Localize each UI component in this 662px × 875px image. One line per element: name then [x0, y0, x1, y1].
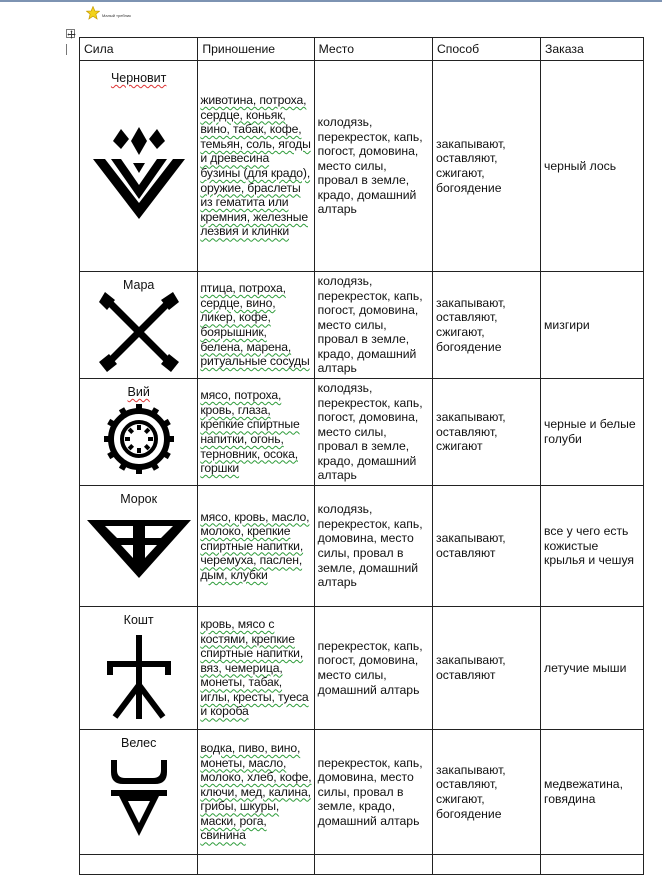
- method-cell: закапывают, оставляют: [432, 607, 540, 730]
- chernovit-symbol-icon: [93, 123, 185, 223]
- table-header-row: [80, 38, 644, 61]
- viy-symbol-icon: [103, 403, 175, 475]
- place-cell: перекресток, капь, погост, домовина, место силы, домашний алтарь: [314, 607, 432, 730]
- force-name: Черновит: [110, 71, 167, 85]
- table-row: [80, 730, 644, 855]
- method-cell: закапывают, оставляют, сжигают: [432, 379, 540, 486]
- force-cell: [80, 486, 198, 607]
- column-header-place: Место: [314, 38, 432, 61]
- force-name: Морок: [120, 492, 158, 506]
- offering-cell: [198, 855, 314, 875]
- place-cell: колодязь, перекресток, капь, погост, домовина, место силы, провал в земле, крадо, домашний алтарь: [314, 272, 432, 379]
- morok-symbol-icon: [87, 520, 191, 580]
- offering-cell: птица, потроха, сердце, вино, ликер, кофе, боярышник, белена, марена, ритуальные сосуды: [198, 272, 314, 379]
- force-cell: [80, 730, 198, 855]
- force-name: Велес: [120, 736, 157, 750]
- mara-symbol-icon: [99, 292, 179, 372]
- force-cell: [80, 855, 198, 875]
- order-cell: черные и белые голуби: [541, 379, 644, 486]
- offering-cell: животина, потроха, сердце, коньяк, вино, табак, кофе, темьян, соль, ягоды и древесина бузины (для крадо), оружие, браслеты из гематита или кремния, железные лезвия и клинки: [198, 61, 314, 272]
- method-cell: закапывают, оставляют, сжигают, богоядение: [432, 730, 540, 855]
- text-cursor: [66, 44, 67, 55]
- table-row: [80, 272, 644, 379]
- order-cell: медвежатина, говядина: [541, 730, 644, 855]
- table-row: [80, 607, 644, 730]
- method-cell: закапывают, оставляют: [432, 486, 540, 607]
- star-icon: [86, 6, 100, 20]
- force-name: Вий: [127, 385, 150, 399]
- place-cell: колодязь, перекресток, капь, домовина, место силы, провал в земле, домашний алтарь: [314, 486, 432, 607]
- top-border-line: [0, 0, 662, 2]
- offering-cell: мясо, кровь, масло, молоко, крепкие спиртные напитки, черемуха, паслен, дым, клубки: [198, 486, 314, 607]
- table-move-handle[interactable]: [66, 29, 75, 38]
- offering-cell: кровь, мясо с костями, крепкие спиртные напитки, вяз, чемерица, монеты, табак, иглы, кресты, туеса и короба: [198, 607, 314, 730]
- force-name: Кошт: [123, 613, 154, 627]
- order-cell: [541, 855, 644, 875]
- header-note-text: Малый требник: [102, 13, 131, 18]
- column-header-order: Заказа: [541, 38, 644, 61]
- table-row: [80, 486, 644, 607]
- force-cell: [80, 61, 198, 272]
- force-cell: [80, 379, 198, 486]
- table-row: [80, 379, 644, 486]
- force-name: Мара: [122, 278, 155, 292]
- method-cell: [432, 855, 540, 875]
- offering-cell: водка, пиво, вино, монеты, масло, молоко, хлеб, кофе, ключи, мед, калина, грибы, шкуры, маски, рога, свинина: [198, 730, 314, 855]
- table-row: [80, 61, 644, 272]
- place-cell: перекресток, капь, домовина, место силы, провал в земле, крадо, домашний алтарь: [314, 730, 432, 855]
- place-cell: [314, 855, 432, 875]
- method-cell: закапывают, оставляют, сжигают, богоядение: [432, 272, 540, 379]
- veles-symbol-icon: [111, 760, 167, 836]
- place-cell: колодязь, перекресток, капь, погост, домовина, место силы, провал в земле, крадо, домашний алтарь: [314, 61, 432, 272]
- method-cell: закапывают, оставляют, сжигают, богоядение: [432, 61, 540, 272]
- move-arrows-icon: [67, 30, 76, 39]
- forces-table: [79, 37, 644, 875]
- order-cell: летучие мыши: [541, 607, 644, 730]
- offering-cell: мясо, потроха, кровь, глаза, крепкие спиртные напитки, огонь, терновник, осока, горшки: [198, 379, 314, 486]
- force-cell: [80, 272, 198, 379]
- column-header-force: Сила: [80, 38, 198, 61]
- table-row-partial: [80, 855, 644, 875]
- order-cell: все у чего есть кожистые крылья и чешуя: [541, 486, 644, 607]
- order-cell: мизгири: [541, 272, 644, 379]
- force-cell: [80, 607, 198, 730]
- kosht-symbol-icon: [107, 635, 171, 719]
- order-cell: черный лось: [541, 61, 644, 272]
- place-cell: колодязь, перекресток, капь, погост, домовина, место силы, провал в земле, крадо, домашний алтарь: [314, 379, 432, 486]
- column-header-method: Способ: [432, 38, 540, 61]
- column-header-offering: Приношение: [198, 38, 314, 61]
